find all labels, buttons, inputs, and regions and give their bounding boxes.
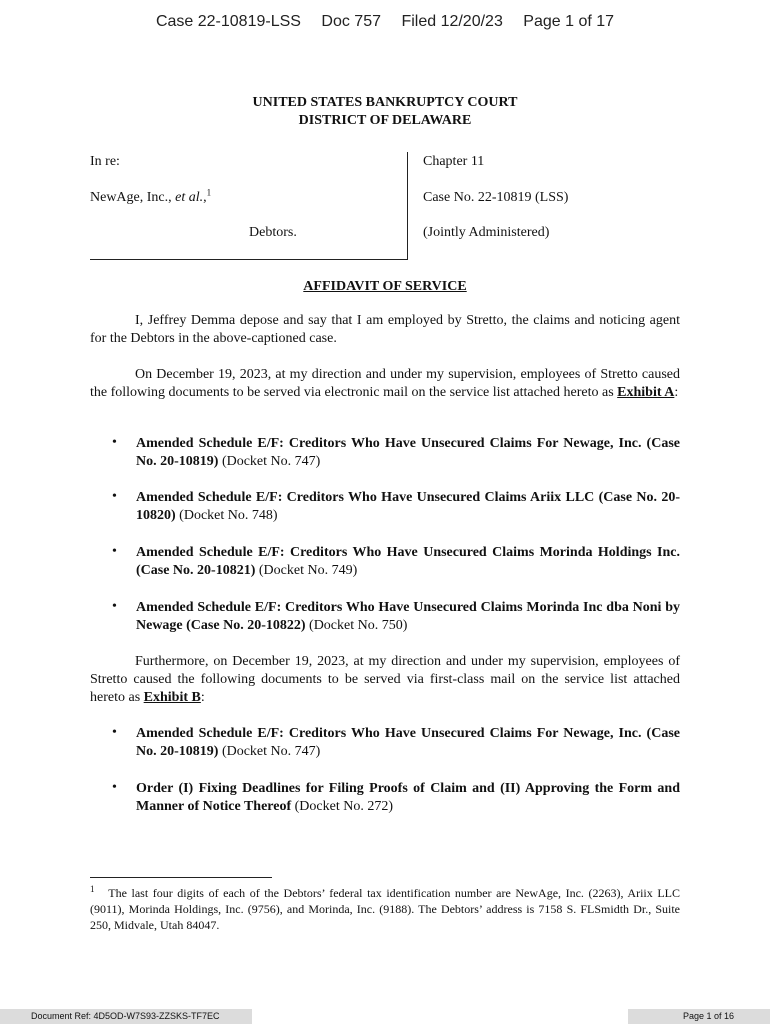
list-item-docket: (Docket No. 747) — [218, 454, 321, 469]
list-item — [136, 599, 680, 635]
list-item-title: Amended Schedule E/F: Creditors Who Have Unsecured Claims For Newage, Inc. (Case No. 20-10819) — [136, 726, 680, 759]
list-item — [136, 435, 680, 471]
bullet-marker: • — [112, 725, 117, 740]
caption-debtors-label: Debtors. — [249, 225, 297, 240]
footnote-text: The last four digits of each of the Debtors’ federal tax identification number are NewAge, Inc. (2263), Ariix LLC (9011), Morinda Holdings, Inc. (9756), and Morinda, Inc. (9188). The Debtors’ address is 7158 S. FLSmidth Dr., Suite 250, Midvale, Utah 84047. — [90, 886, 680, 932]
list-item-docket: (Docket No. 272) — [291, 799, 394, 814]
caption-chapter: Chapter 11 — [423, 154, 485, 169]
caption-case-number: Case No. 22-10819 (LSS) — [423, 190, 569, 205]
court-name: UNITED STATES BANKRUPTCY COURT — [252, 95, 518, 110]
caption-in-re: In re: — [90, 154, 120, 169]
list-item-docket: (Docket No. 747) — [218, 744, 321, 759]
caption-horizontal-rule — [90, 259, 408, 260]
list-item-docket: (Docket No. 749) — [255, 563, 358, 578]
paragraph-mail-service — [90, 653, 680, 707]
list-item-title: Amended Schedule E/F: Creditors Who Have Unsecured Claims Morinda Inc dba Noni by Newage (Case No. 20-10822) — [136, 600, 680, 633]
list-item — [136, 489, 680, 525]
paragraph-end-colon: : — [200, 690, 205, 705]
footnote-rule — [90, 877, 272, 878]
exhibit-b-reference: Exhibit B — [143, 690, 201, 705]
bullet-marker: • — [112, 489, 117, 504]
court-district: DISTRICT OF DELAWARE — [298, 113, 472, 128]
caption-vertical-rule — [407, 152, 408, 260]
footnote-marker: 1 — [90, 884, 95, 894]
filing-header — [0, 13, 770, 31]
list-item — [136, 780, 680, 816]
filing-page: Page 1 of 17 — [523, 13, 615, 30]
list-item-title: Amended Schedule E/F: Creditors Who Have Unsecured Claims Morinda Holdings Inc. (Case No. 20-10821) — [136, 545, 680, 578]
caption-jointly-administered: (Jointly Administered) — [423, 225, 550, 240]
filing-date: Filed 12/20/23 — [401, 13, 503, 30]
footnote-reference: 1 — [206, 187, 212, 198]
list-item — [136, 544, 680, 580]
paragraph-mail-service-text: Furthermore, on December 19, 2023, at my direction and under my supervision, employees of Stretto caused the following documents to be served via first-class mail on the service list attached hereto as — [90, 654, 680, 705]
debtor-name: NewAge, Inc., — [90, 190, 176, 205]
bullet-marker: • — [112, 435, 117, 450]
list-item-docket: (Docket No. 750) — [305, 618, 408, 633]
footnote — [90, 885, 680, 933]
list-item — [136, 725, 680, 761]
bullet-marker: • — [112, 544, 117, 559]
debtor-suffix: , — [203, 190, 207, 205]
paragraph-end-colon: : — [674, 385, 679, 400]
footer-page-number: Page 1 of 16 — [628, 1009, 770, 1024]
document-title: AFFIDAVIT OF SERVICE — [303, 279, 467, 294]
list-item-title: Order (I) Fixing Deadlines for Filing Proofs of Claim and (II) Approving the Form and Manner of Notice Thereof — [136, 781, 680, 814]
paragraph-email-service-text: On December 19, 2023, at my direction and under my supervision, employees of Stretto caused the following documents to be served via electronic mail on the service list attached hereto as — [90, 367, 680, 400]
et-al: et al. — [175, 190, 204, 205]
exhibit-a-reference: Exhibit A — [617, 385, 675, 400]
paragraph-email-service — [90, 366, 680, 402]
list-item-docket: (Docket No. 748) — [175, 508, 278, 523]
bullet-marker: • — [112, 780, 117, 795]
bullet-marker: • — [112, 599, 117, 614]
caption-debtor — [90, 187, 212, 206]
filing-doc-number: Doc 757 — [321, 13, 381, 30]
paragraph-employment: I, Jeffrey Demma depose and say that I am employed by Stretto, the claims and noticing agent for the Debtors in the above-captioned case. — [90, 313, 680, 346]
list-item-title: Amended Schedule E/F: Creditors Who Have Unsecured Claims For Newage, Inc. (Case No. 20-10819) — [136, 436, 680, 469]
footer-document-ref: Document Ref: 4D5OD-W7S93-ZZSKS-TF7EC — [0, 1009, 252, 1024]
filing-case-number: Case 22-10819-LSS — [155, 13, 301, 30]
list-item-title: Amended Schedule E/F: Creditors Who Have Unsecured Claims Ariix LLC (Case No. 20-10820) — [136, 490, 680, 523]
